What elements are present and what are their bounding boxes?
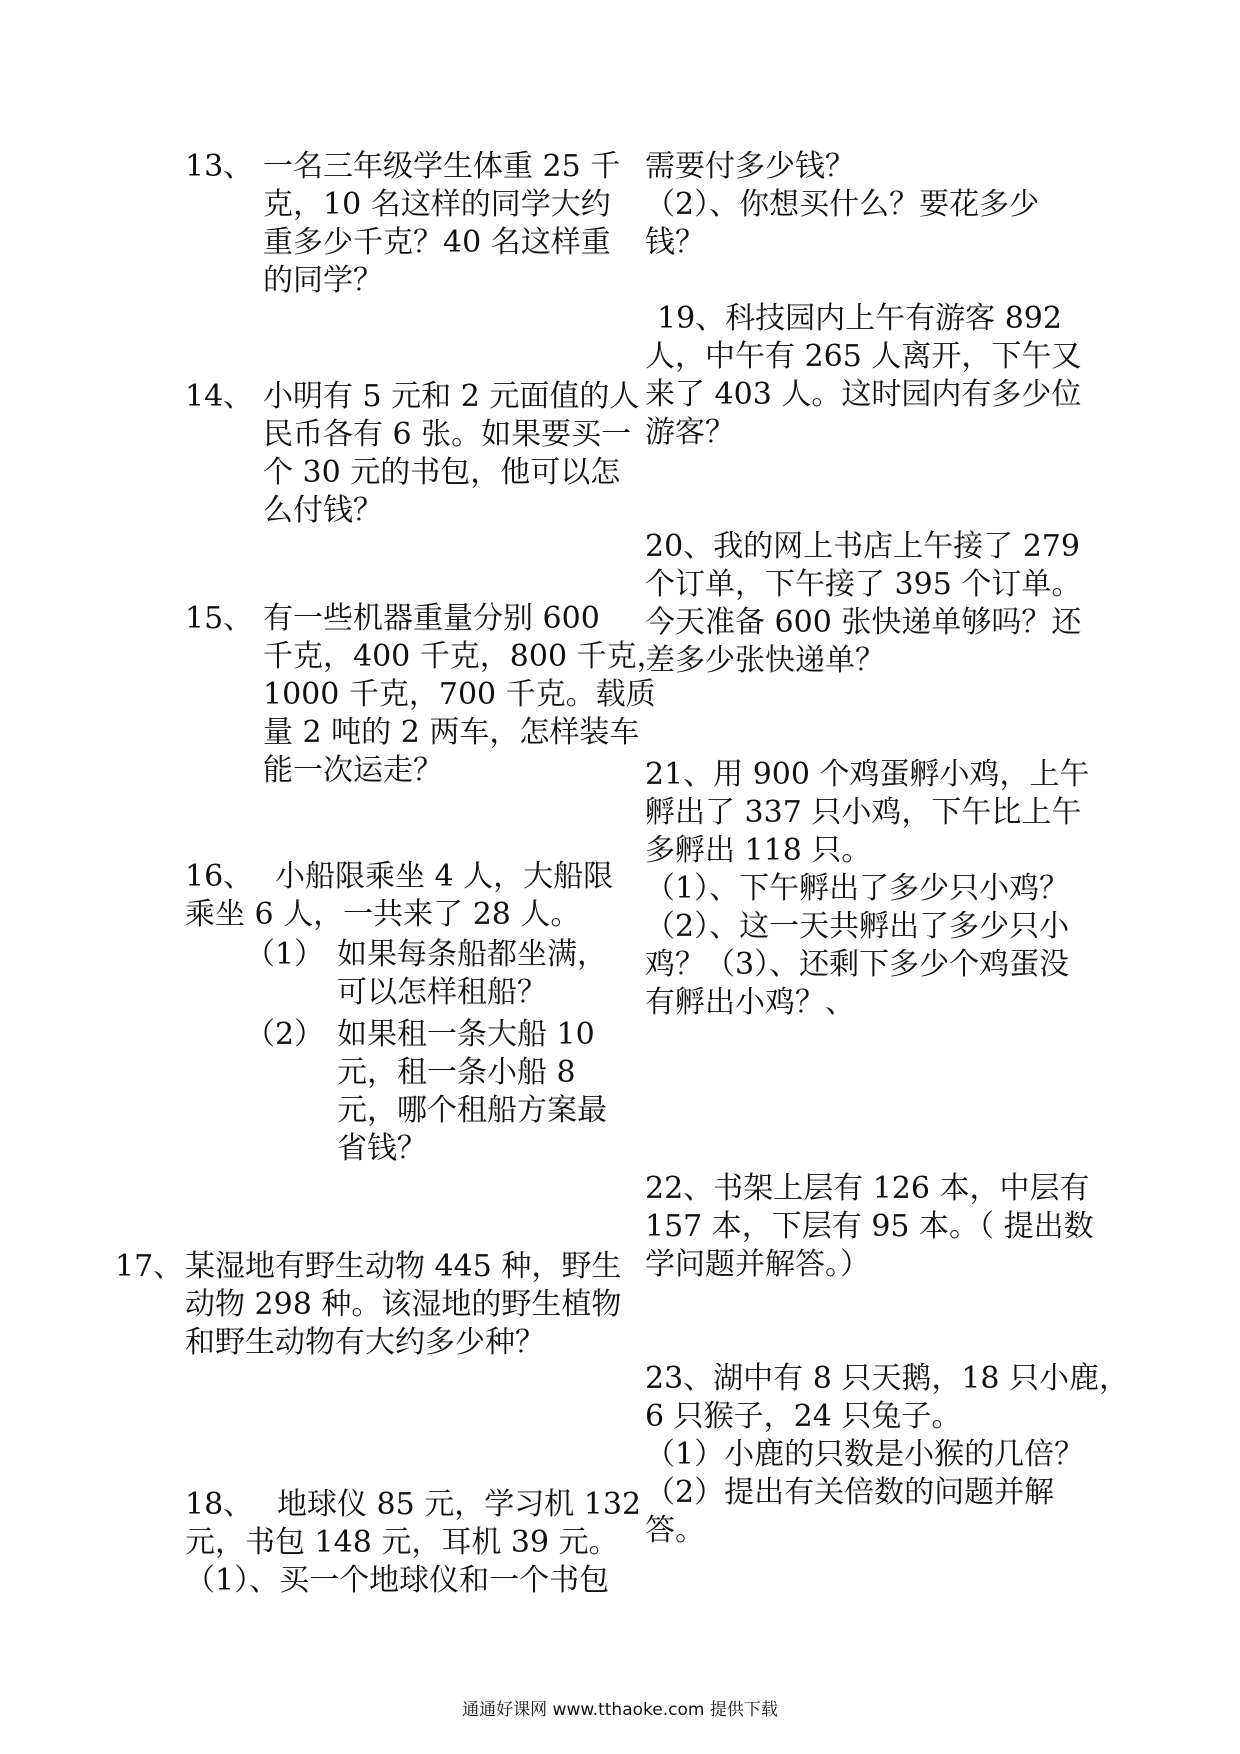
question-23 [645, 1360, 1129, 1550]
text-line: 个订单，下午接了 395 个订单。 [645, 567, 1082, 602]
question-number: 13、 [185, 149, 254, 184]
text-line: 如果每条船都坐满， [337, 937, 607, 972]
text-line: 能一次运走？ [263, 753, 443, 788]
text-line: 差多少张快递单？ [645, 643, 885, 678]
text-line: 答。 [645, 1513, 705, 1548]
text-line: 今天准备 600 张快递单够吗？还 [645, 605, 1082, 640]
text-line: 20、我的网上书店上午接了 279 [645, 529, 1080, 564]
text-line: 157 本，下层有 95 本。（ 提出数 [645, 1209, 1094, 1244]
text-line: 孵出了 337 只小鸡，下午比上午 [645, 795, 1082, 830]
text-line: 需要付多少钱？ [645, 149, 855, 184]
text-line: （1）小鹿的只数是小猴的几倍？ [645, 1437, 1085, 1472]
text-line: 人，中午有 265 人离开，下午又 [645, 339, 1082, 374]
text-line: 个 30 元的书包，他可以怎 [263, 455, 621, 490]
text-line: 可以怎样租船？ [337, 975, 547, 1010]
text-line: 多孵出 118 只。 [645, 833, 872, 868]
text-line: 游客？ [645, 415, 735, 450]
text-line: 量 2 吨的 2 两车，怎样装车 [263, 715, 640, 750]
text-line: （1）、下午孵出了多少只小鸡？ [645, 871, 1070, 906]
page-footer: 通通好课网 www.tthaoke.com 提供下载 [462, 1700, 778, 1720]
text-line: 小船限乘坐 4 人，大船限 [275, 859, 614, 894]
text-line: 一名三年级学生体重 25 千 [263, 149, 621, 184]
text-line: 小明有 5 元和 2 元面值的人 [263, 379, 640, 414]
text-line: 么付钱？ [263, 493, 383, 528]
text-line: 地球仪 85 元，学习机 132 [277, 1487, 642, 1522]
sub-question-number: （1） [245, 937, 325, 972]
text-line: 1000 千克，700 千克。载质 [263, 677, 656, 712]
text-line: 某湿地有野生动物 445 种，野生 [185, 1249, 622, 1284]
text-line: 和野生动物有大约多少种？ [185, 1325, 545, 1360]
question-number: 16、 [185, 859, 254, 894]
text-line: 学问题并解答。） [645, 1247, 870, 1282]
text-line: 民币各有 6 张。如果要买一 [263, 417, 632, 452]
text-line: （2）、这一天共孵出了多少只小 [645, 909, 1070, 944]
text-line: 元，租一条小船 8 [337, 1055, 576, 1090]
text-line: 23、湖中有 8 只天鹅，18 只小鹿， [645, 1361, 1130, 1396]
text-line: 钱？ [645, 225, 705, 260]
text-line: 克，10 名这样的同学大约 [263, 187, 611, 222]
text-line: 6 只猴子，24 只兔子。 [645, 1399, 962, 1434]
text-line: （1）、买一个地球仪和一个书包 [185, 1563, 610, 1598]
text-line: 19、科技园内上午有游客 892 [657, 301, 1062, 336]
question-number: 18、 [185, 1487, 254, 1522]
question-19 [645, 300, 1081, 452]
question-18-continued [645, 148, 1039, 262]
text-line: 鸡？（3）、还剩下多少个鸡蛋没 [645, 947, 1070, 982]
question-22 [645, 1170, 1094, 1284]
question-number: 15、 [185, 601, 254, 636]
question-number: 14、 [185, 379, 254, 414]
text-line: 乘坐 6 人，一共来了 28 人。 [185, 897, 581, 932]
text-line: 有一些机器重量分别 600 [263, 601, 600, 636]
text-line: 元，哪个租船方案最 [337, 1093, 607, 1128]
text-line: 动物 298 种。该湿地的野生植物 [185, 1287, 622, 1322]
text-line: 22、书架上层有 126 本，中层有 [645, 1171, 1090, 1206]
text-line: 来了 403 人。这时园内有多少位 [645, 377, 1082, 412]
question-21 [645, 756, 1090, 1022]
text-line: 千克，400 千克，800 千克， [263, 639, 667, 674]
text-line: （2）提出有关倍数的问题并解 [645, 1475, 1055, 1510]
sub-question-number: （2） [245, 1017, 325, 1052]
text-line: 的同学？ [263, 263, 383, 298]
text-line: 重多少千克？40 名这样重 [263, 225, 611, 260]
text-line: （2）、你想买什么？要花多少 [645, 187, 1040, 222]
text-line: 省钱？ [337, 1131, 427, 1166]
text-line: 如果租一条大船 10 [337, 1017, 595, 1052]
question-20 [645, 528, 1081, 680]
text-line: 有孵出小鸡？、 [645, 985, 855, 1020]
text-line: 21、用 900 个鸡蛋孵小鸡，上午 [645, 757, 1090, 792]
text-line: 元，书包 148 元，耳机 39 元。 [185, 1525, 619, 1560]
question-number: 17、 [115, 1249, 184, 1284]
